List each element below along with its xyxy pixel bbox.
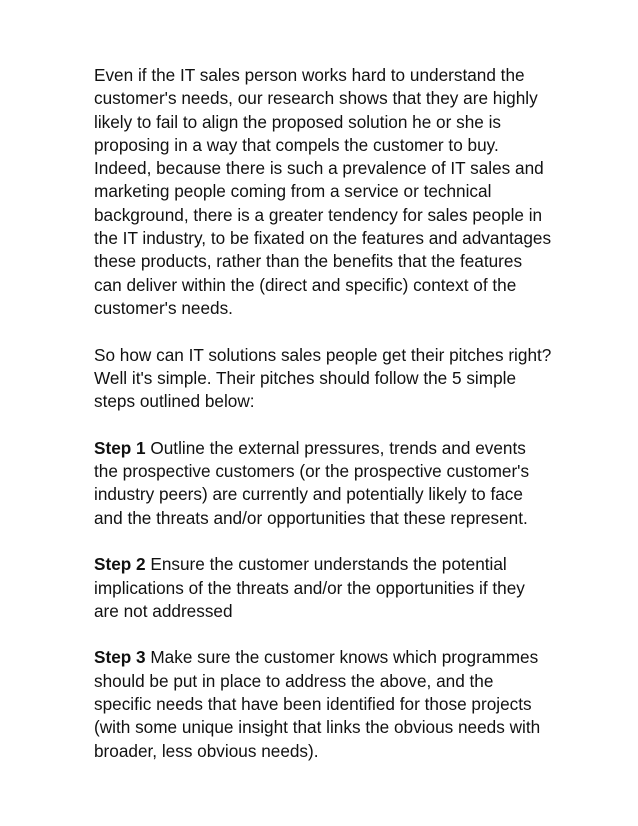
step-1-label: Step 1 — [94, 437, 146, 458]
step-3-text: Make sure the customer knows which programmes should be put in place to address the above, and the specific needs that have been identified for those projects (with some unique insight that links the obvious needs with broader, less obvious needs). — [94, 647, 541, 761]
step-2-paragraph — [94, 553, 554, 623]
step-1-paragraph — [94, 437, 554, 530]
pitch-steps-intro-paragraph: So how can IT solutions sales people get their pitches right? Well it's simple. Their pitches should follow the 5 simple steps outlined below: — [94, 344, 552, 412]
step-2-text: Ensure the customer understands the potential implications of the threats and/or the opportunities if they are not addressed — [94, 554, 525, 621]
step-1-text: Outline the external pressures, trends and events the prospective customers (or the prospective customer's industry peers) are currently and potentially likely to face and the threats and/or opportunities that these represent. — [94, 437, 530, 528]
step-2-label: Step 2 — [94, 554, 146, 575]
document-body — [94, 64, 554, 763]
step-3-paragraph — [94, 646, 554, 762]
intro-paragraph: Even if the IT sales person works hard to understand the customer's needs, our research shows that they are highly likely to fail to align the proposed solution he or she is proposing in a way that compels the customer to buy. Indeed, because there is such a prevalence of IT sales and marketing people coming from a service or technical background, there is a greater tendency for sales people in the IT industry, to be fixated on the features and advantages these products, rather than the benefits that the features can deliver within the (direct and specific) context of the customer's needs. — [94, 65, 552, 318]
step-3-label: Step 3 — [94, 647, 146, 668]
